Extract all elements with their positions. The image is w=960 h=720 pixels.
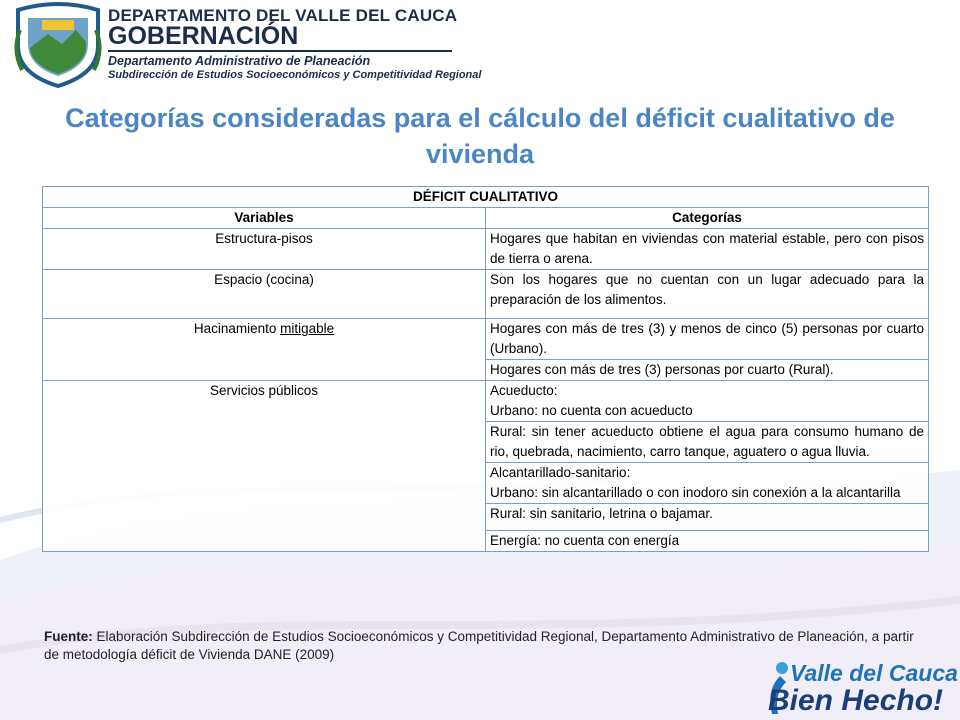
category-line: Urbano: sin alcantarillado o con inodoro sin conexión a la alcantarilla — [490, 485, 901, 500]
column-header-categories: Categorías — [486, 208, 929, 229]
category-cell — [486, 463, 929, 504]
source-label: Fuente: — [44, 629, 93, 644]
coat-of-arms-logo — [12, 0, 104, 88]
category-line: Alcantarillado-sanitario: — [490, 465, 631, 480]
government-label: GOBERNACIÓN — [108, 22, 299, 50]
variable-cell: Estructura-pisos — [43, 229, 486, 270]
table-row — [43, 270, 929, 319]
table-row — [43, 229, 929, 270]
category-cell: Hogares con más de tres (3) personas por cuarto (Rural). — [486, 360, 929, 381]
category-cell: Son los hogares que no cuentan con un lugar adecuado para la preparación de los alimentos. — [486, 270, 929, 319]
variable-cell — [43, 319, 486, 381]
header-divider — [108, 50, 452, 52]
source-text: Elaboración Subdirección de Estudios Socioeconómicos y Competitividad Regional, Departamento Administrativo de Planeación, a partir de metodología déficit de Vivienda DANE (2009) — [44, 629, 914, 662]
variable-text: Hacinamiento — [193, 321, 281, 336]
variable-cell: Servicios públicos — [43, 381, 486, 552]
variable-underlined-text: mitigable — [280, 321, 335, 336]
office-name: Departamento Administrativo de Planeación — [108, 54, 371, 68]
suboffice-name: Subdirección de Estudios Socioeconómicos y Competitividad Regional — [108, 69, 482, 81]
category-cell: Hogares que habitan en viviendas con material estable, pero con pisos de tierra o arena. — [486, 229, 929, 270]
category-cell: Hogares con más de tres (3) y menos de cinco (5) personas por cuarto (Urbano). — [486, 319, 929, 360]
variable-cell: Espacio (cocina) — [43, 270, 486, 319]
category-line: Acueducto: — [490, 383, 558, 398]
column-header-variables: Variables — [43, 208, 486, 229]
table-caption: DÉFICIT CUALITATIVO — [43, 187, 929, 208]
table-row — [43, 381, 929, 422]
table-row — [43, 319, 929, 360]
brand-line-2: Bien Hecho! — [768, 684, 944, 717]
brand-line-1: Valle del Cauca — [790, 660, 958, 686]
category-cell: Energía: no cuenta con energía — [486, 531, 929, 552]
category-cell: Rural: sin sanitario, letrina o bajamar. — [486, 504, 929, 531]
source-note — [44, 628, 924, 664]
category-line: Urbano: no cuenta con acueducto — [490, 403, 693, 418]
deficit-table — [42, 186, 929, 552]
category-cell: Rural: sin tener acueducto obtiene el agua para consumo humano de rio, quebrada, nacimiento, carro tanque, aguatero o agua lluvia. — [486, 422, 929, 463]
department-name: DEPARTAMENTO DEL VALLE DEL CAUCA — [108, 6, 458, 25]
page-title: Categorías consideradas para el cálculo del déficit cualitativo de vivienda — [65, 103, 895, 169]
category-cell — [486, 381, 929, 422]
